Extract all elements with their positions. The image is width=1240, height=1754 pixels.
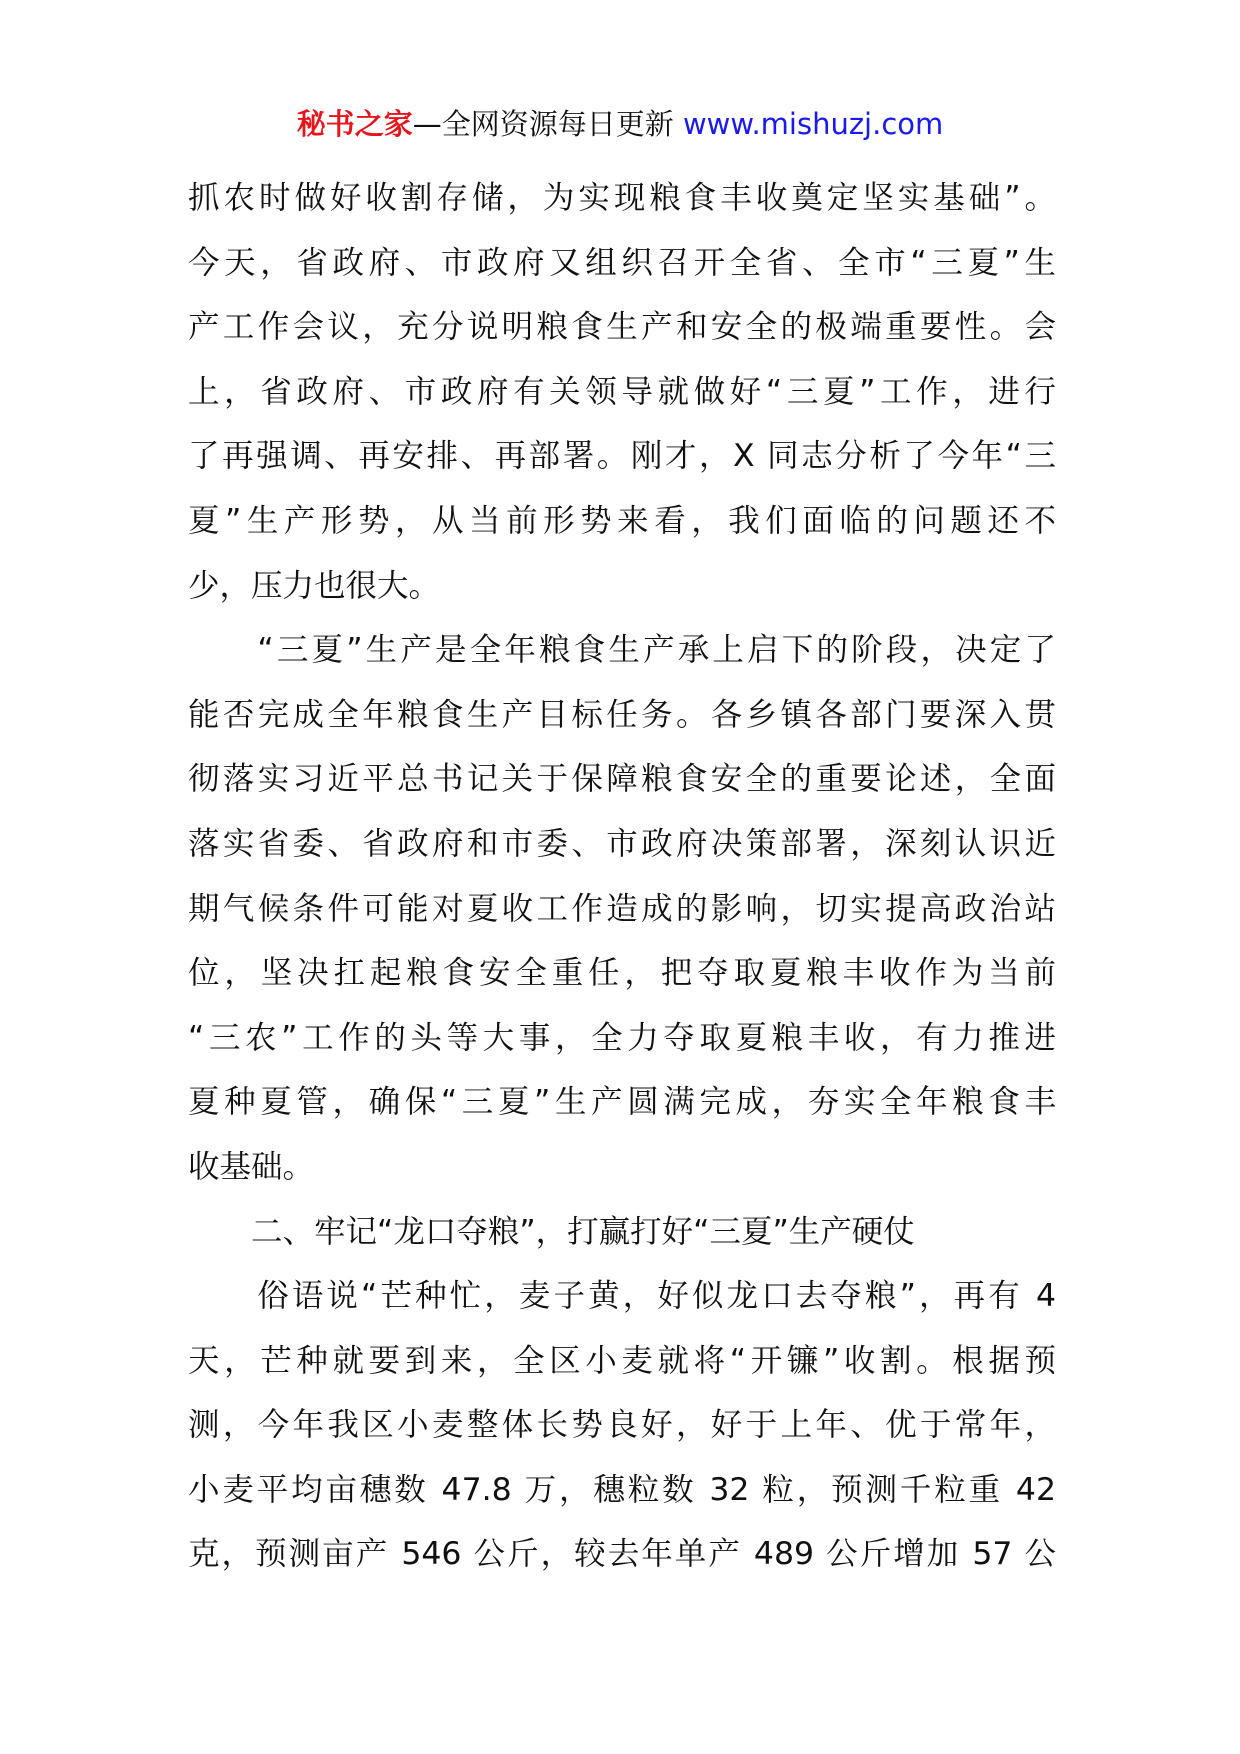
text-line: 彻落实习近平总书记关于保障粮食安全的重要论述，全面 [188,761,1056,798]
text-line: 上，省政府、市政府有关领导就做好“三夏”工作，进行 [188,373,1056,410]
text-line: 小麦平均亩穗数 47.8 万，穗粒数 32 粒，预测千粒重 42 [188,1471,1056,1508]
section-heading: 二、牢记“龙口夺粮”，打赢打好“三夏”生产硬仗 [188,1213,915,1250]
text-line: “三夏”生产是全年粮食生产承上启下的阶段，决定了 [188,632,1056,669]
text-line: 克，预测亩产 546 公斤，较去年单产 489 公斤增加 57 公 [188,1536,1056,1573]
text-line: 测，今年我区小麦整体长势良好，好于上年、优于常年， [188,1407,1056,1444]
site-url[interactable]: www.mishuzj.com [682,107,944,141]
brand-name: 秘书之家 [296,107,413,141]
text-line: 今天，省政府、市政府又组织召开全省、全市“三夏”生 [188,244,1056,281]
text-line: “三农”工作的头等大事，全力夺取夏粮丰收，有力推进 [188,1019,1056,1056]
text-line: 抓农时做好收割存储，为实现粮食丰收奠定坚实基础”。 [188,180,1056,216]
text-line: 少，压力也很大。 [188,567,441,604]
text-line: 夏种夏管，确保“三夏”生产圆满完成，夯实全年粮食丰 [188,1084,1056,1121]
header-tagline: —全网资源每日更新 [412,107,674,141]
text-line: 能否完成全年粮食生产目标任务。各乡镇各部门要深入贯 [188,696,1056,733]
text-line: 期气候条件可能对夏收工作造成的影响，切实提高政治站 [188,890,1056,927]
document-body [188,166,1056,1587]
text-line: 夏”生产形势，从当前形势来看，我们面临的问题还不 [188,502,1056,539]
text-line: 俗语说“芒种忙，麦子黄，好似龙口去夺粮”，再有 4 [188,1278,1056,1315]
text-line: 收基础。 [188,1148,315,1185]
text-line: 落实省委、省政府和市委、市政府决策部署，深刻认识近 [188,825,1056,862]
text-line: 产工作会议，充分说明粮食生产和安全的极端重要性。会 [188,309,1056,346]
text-line: 天，芒种就要到来，全区小麦就将“开镰”收割。根据预 [188,1342,1056,1379]
text-line: 位，坚决扛起粮食安全重任，把夺取夏粮丰收作为当前 [188,955,1056,992]
text-line: 了再强调、再安排、再部署。刚才，X 同志分析了今年“三 [188,438,1056,475]
site-header [0,100,1240,148]
